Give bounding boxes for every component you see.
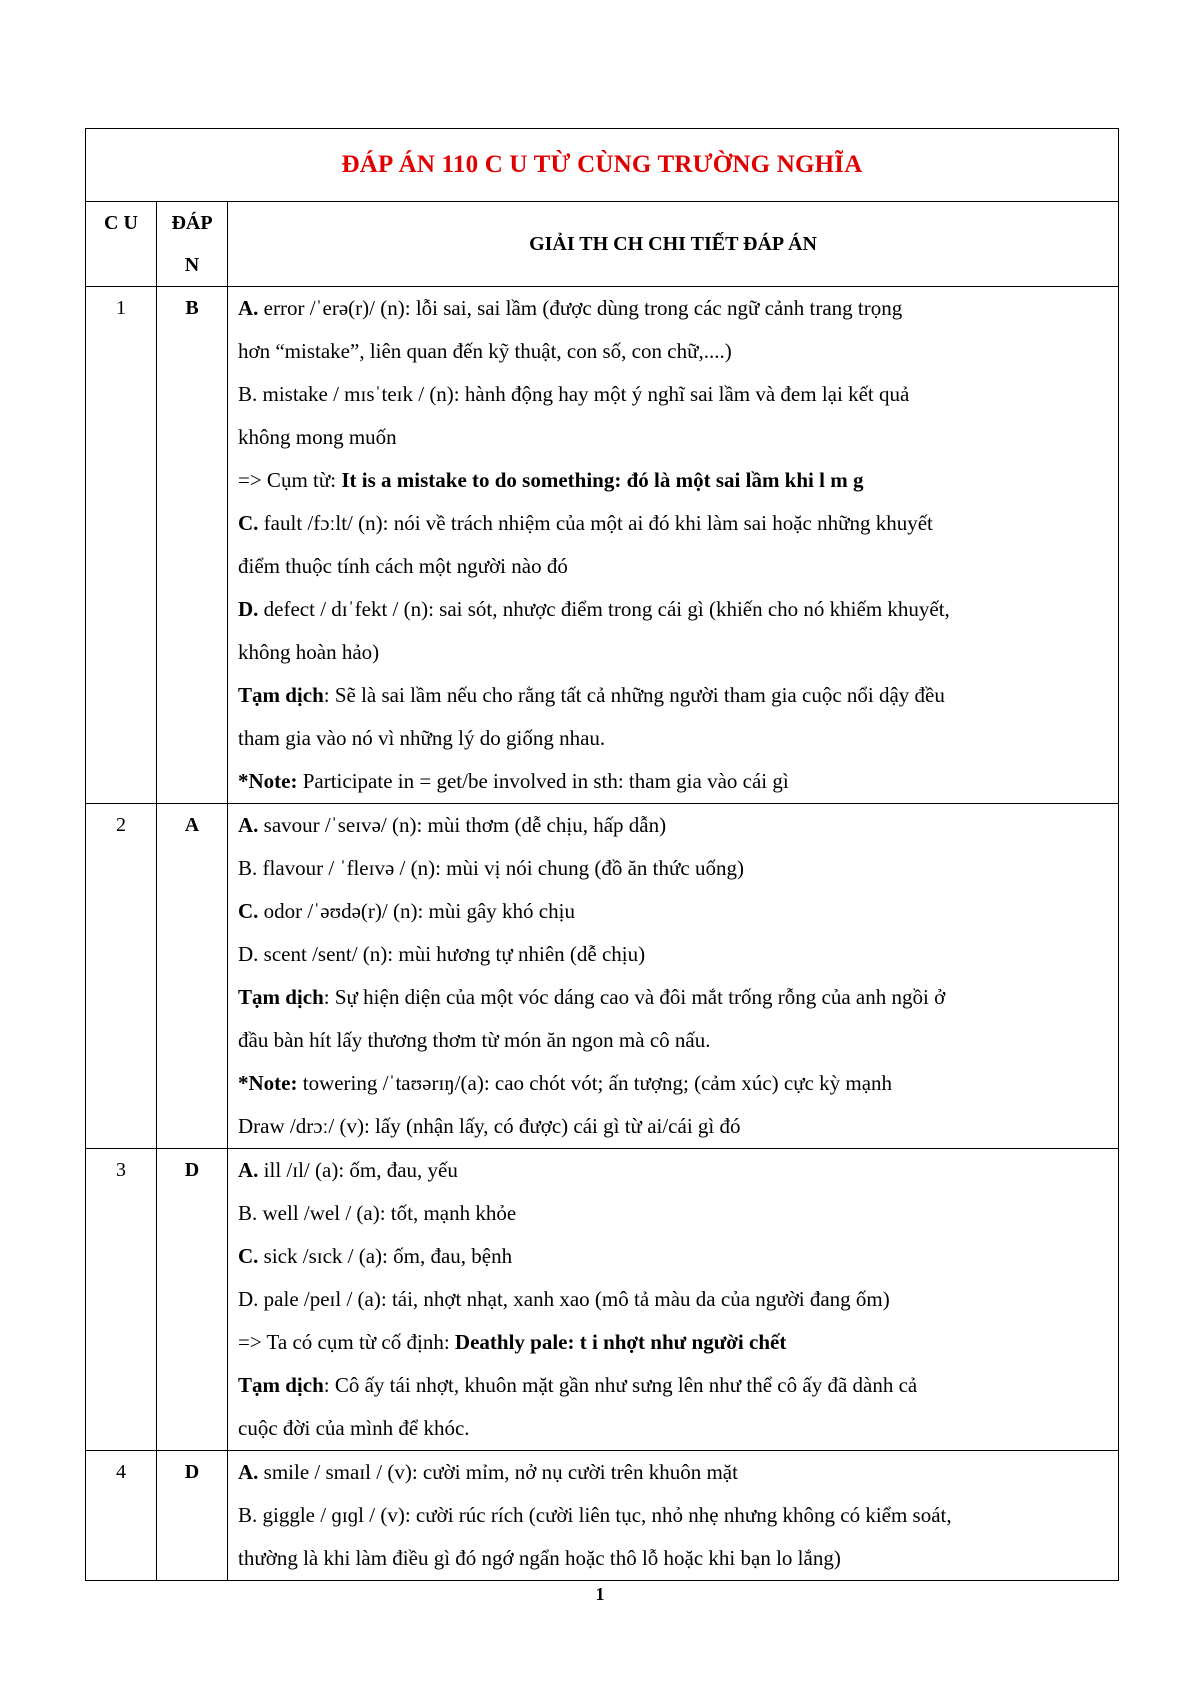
line-text: savour /ˈseɪvə/ (n): mùi thơm (dễ chịu, hấp dẫn) xyxy=(258,813,667,837)
explanation-line xyxy=(238,976,1110,1019)
line-prefix: C. xyxy=(238,899,259,923)
explanation-line xyxy=(238,804,1110,847)
explanation-line xyxy=(238,1407,1110,1450)
document-title: ĐÁP ÁN 110 C U TỪ CÙNG TRƯỜNG NGHĨA xyxy=(341,151,863,178)
explanation-line xyxy=(238,330,1110,373)
question-number: 2 xyxy=(86,804,157,1149)
explanation-line xyxy=(238,1019,1110,1062)
explanation-line xyxy=(238,674,1110,717)
explanation-line xyxy=(238,1149,1110,1192)
line-prefix: C. xyxy=(238,1244,259,1268)
explanation-line xyxy=(238,545,1110,588)
line-text: B. mistake / mɪsˈteɪk / (n): hành động hay một ý nghĩ sai lầm và đem lại kết quả xyxy=(238,382,910,406)
explanation-line xyxy=(238,760,1110,803)
line-text: => Ta có cụm từ cố định: xyxy=(238,1330,455,1354)
line-text: sick /sɪck / (a): ốm, đau, bệnh xyxy=(258,1244,513,1268)
line-prefix: A. xyxy=(238,1460,259,1484)
explanation-line xyxy=(238,1364,1110,1407)
line-bold-phrase: It is a mistake to do something: đó là một sai lầm khi l m g xyxy=(341,468,864,492)
explanation-line xyxy=(238,1278,1110,1321)
explanation-line xyxy=(238,1105,1110,1148)
line-text: Participate in = get/be involved in sth: tham gia vào cái gì xyxy=(297,769,789,793)
explanation-line xyxy=(238,287,1110,330)
explanation-line xyxy=(238,1062,1110,1105)
line-text: không hoàn hảo) xyxy=(238,640,380,664)
line-bold-phrase: Deathly pale: t i nhợt như người chết xyxy=(454,1330,787,1354)
line-text: tham gia vào nó vì những lý do giống nhau. xyxy=(238,726,606,750)
explanation-cell xyxy=(228,1451,1119,1581)
line-text: điểm thuộc tính cách một người nào đó xyxy=(238,554,568,578)
line-prefix: *Note: xyxy=(238,769,298,793)
header-answer-line1: ĐÁP xyxy=(171,212,213,234)
line-text: defect / dɪˈfekt / (n): sai sót, nhược điểm trong cái gì (khiến cho nó khiếm khuyết, xyxy=(258,597,950,621)
table-row xyxy=(86,287,1119,804)
question-number: 1 xyxy=(86,287,157,804)
header-explanation: GIẢI TH CH CHI TIẾT ĐÁP ÁN xyxy=(228,202,1119,287)
header-row xyxy=(86,202,1119,287)
line-text: odor /ˈəʊdə(r)/ (n): mùi gây khó chịu xyxy=(258,899,575,923)
explanation-cell xyxy=(228,287,1119,804)
table-row xyxy=(86,804,1119,1149)
header-answer-line2: N xyxy=(184,254,200,276)
explanation-line xyxy=(238,1235,1110,1278)
explanation-line xyxy=(238,1537,1110,1580)
line-text: B. giggle / ɡɪɡl / (v): cười rúc rích (cười liên tục, nhỏ nhẹ nhưng không có kiểm soát, xyxy=(238,1503,952,1527)
explanation-line xyxy=(238,416,1110,459)
question-number: 4 xyxy=(86,1451,157,1581)
line-text: đầu bàn hít lấy thương thơm từ món ăn ngon mà cô nấu. xyxy=(238,1028,711,1052)
answer-letter: A xyxy=(157,804,228,1149)
explanation-line xyxy=(238,890,1110,933)
line-text: cuộc đời của mình để khóc. xyxy=(238,1416,470,1440)
table-row xyxy=(86,1149,1119,1451)
line-prefix: D. xyxy=(238,597,259,621)
line-prefix: Tạm dịch xyxy=(238,985,324,1009)
line-text: hơn “mistake”, liên quan đến kỹ thuật, con số, con chữ,....) xyxy=(238,339,732,363)
explanation-line xyxy=(238,502,1110,545)
explanation-line xyxy=(238,1321,1110,1364)
line-prefix: Tạm dịch xyxy=(238,1373,324,1397)
explanation-line xyxy=(238,459,1110,502)
line-text: error /ˈerə(r)/ (n): lỗi sai, sai lầm (được dùng trong các ngữ cảnh trang trọng xyxy=(258,296,903,320)
explanation-line xyxy=(238,933,1110,976)
line-text: Draw /drɔː/ (v): lấy (nhận lấy, có được) cái gì từ ai/cái gì đó xyxy=(238,1114,741,1138)
line-prefix: A. xyxy=(238,813,259,837)
explanation-cell xyxy=(228,1149,1119,1451)
explanation-line xyxy=(238,847,1110,890)
line-text: không mong muốn xyxy=(238,425,397,449)
line-text: D. pale /peɪl / (a): tái, nhợt nhạt, xanh xao (mô tả màu da của người đang ốm) xyxy=(238,1287,890,1311)
line-text: towering /ˈtaʊərɪŋ/(a): cao chót vót; ấn tượng; (cảm xúc) cực kỳ mạnh xyxy=(297,1071,893,1095)
line-text: D. scent /sent/ (n): mùi hương tự nhiên (dễ chịu) xyxy=(238,942,646,966)
line-prefix: A. xyxy=(238,1158,259,1182)
line-prefix: C. xyxy=(238,511,259,535)
line-text: => Cụm từ: xyxy=(238,468,342,492)
line-prefix: *Note: xyxy=(238,1071,298,1095)
line-text: ill /ɪl/ (a): ốm, đau, yếu xyxy=(258,1158,458,1182)
line-text: : Sẽ là sai lầm nếu cho rằng tất cả những người tham gia cuộc nổi dậy đều xyxy=(323,683,945,707)
line-text: B. well /wel / (a): tốt, mạnh khỏe xyxy=(238,1201,517,1225)
answer-letter: D xyxy=(157,1149,228,1451)
answer-letter: D xyxy=(157,1451,228,1581)
line-text: : Sự hiện diện của một vóc dáng cao và đôi mắt trống rỗng của anh ngồi ở xyxy=(323,985,946,1009)
line-text: : Cô ấy tái nhợt, khuôn mặt gần như sưng lên như thể cô ấy đã dành cả xyxy=(323,1373,918,1397)
line-text: fault /fɔːlt/ (n): nói về trách nhiệm của một ai đó khi làm sai hoặc những khuyết xyxy=(258,511,933,535)
explanation-line xyxy=(238,373,1110,416)
line-text: thường là khi làm điều gì đó ngớ ngẩn hoặc thô lỗ hoặc khi bạn lo lắng) xyxy=(238,1546,841,1570)
explanation-cell xyxy=(228,804,1119,1149)
line-text: smile / smaɪl / (v): cười mỉm, nở nụ cười trên khuôn mặt xyxy=(258,1460,738,1484)
title-row xyxy=(86,129,1119,202)
explanation-line xyxy=(238,588,1110,631)
table-row xyxy=(86,1451,1119,1581)
explanation-line xyxy=(238,1451,1110,1494)
explanation-line xyxy=(238,631,1110,674)
explanation-line xyxy=(238,1192,1110,1235)
answer-table xyxy=(85,128,1119,1581)
explanation-line xyxy=(238,1494,1110,1537)
explanation-line xyxy=(238,717,1110,760)
header-answer xyxy=(157,202,228,287)
line-prefix: A. xyxy=(238,296,259,320)
header-question: C U xyxy=(86,202,157,287)
page-number: 1 xyxy=(595,1584,605,1604)
line-text: B. flavour / ˈfleɪvə / (n): mùi vị nói chung (đồ ăn thức uống) xyxy=(238,856,744,880)
question-number: 3 xyxy=(86,1149,157,1451)
line-prefix: Tạm dịch xyxy=(238,683,324,707)
answer-letter: B xyxy=(157,287,228,804)
